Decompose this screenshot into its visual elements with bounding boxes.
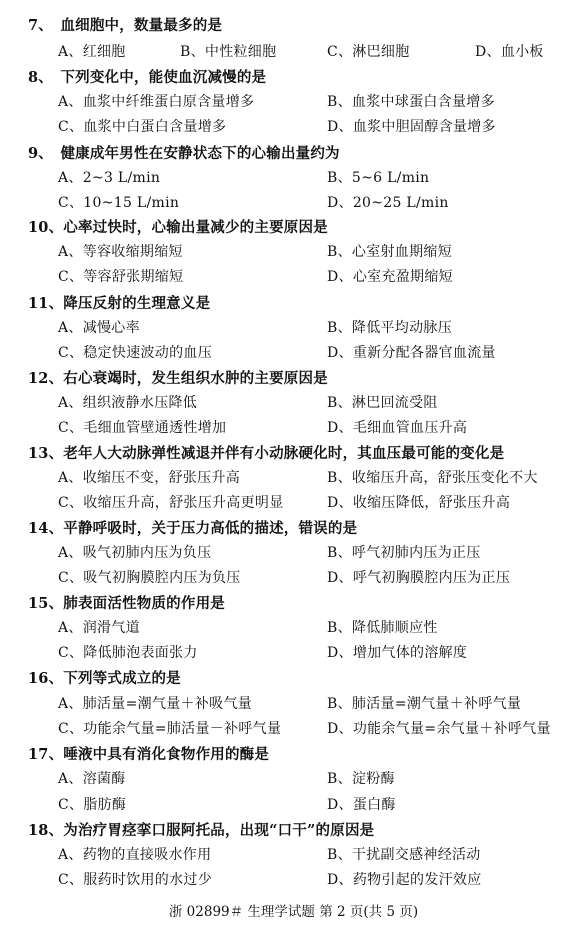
option-b: B、肺活量=潮气量＋补呼气量 xyxy=(327,696,522,712)
option-c: C、10~15 L/min xyxy=(58,195,180,211)
option-c: C、血浆中白蛋白含量增多 xyxy=(58,119,227,135)
option-d: D、增加气体的溶解度 xyxy=(327,645,468,661)
option-a: A、吸气初肺内压为负压 xyxy=(58,545,212,561)
question-stem: 8、 下列变化中，能使血沉减慢的是 xyxy=(28,69,267,86)
question-stem: 9、 健康成年男性在安静状态下的心输出量约为 xyxy=(28,145,340,162)
option-a: A、组织液静水压降低 xyxy=(58,395,198,411)
option-a: A、2~3 L/min xyxy=(58,170,161,186)
question-stem: 11、降压反射的生理意义是 xyxy=(28,295,211,312)
question-stem: 13、老年人大动脉弹性减退并伴有小动脉硬化时，其血压最可能的变化是 xyxy=(28,445,505,462)
option-a: A、收缩压不变，舒张压升高 xyxy=(58,470,241,486)
option-d: D、20~25 L/min xyxy=(327,195,449,211)
option-b: B、淀粉酶 xyxy=(327,771,395,787)
option-c: C、吸气初胸膜腔内压为负压 xyxy=(58,570,241,586)
option-b: B、心室射血期缩短 xyxy=(327,244,452,260)
option-d: D、收缩压降低，舒张压升高 xyxy=(327,495,511,511)
option-c: C、服药时饮用的水过少 xyxy=(58,872,213,888)
option-b: B、中性粒细胞 xyxy=(180,44,277,60)
option-a: A、减慢心率 xyxy=(58,320,140,336)
question-stem: 16、下列等式成立的是 xyxy=(28,670,181,687)
question-stem: 12、右心衰竭时，发生组织水肿的主要原因是 xyxy=(28,370,328,387)
option-b: B、血浆中球蛋白含量增多 xyxy=(327,94,495,110)
question-stem: 14、平静呼吸时，关于压力高低的描述，错误的是 xyxy=(28,520,358,537)
question-stem: 18、为治疗胃痉挛口服阿托品，出现“口干”的原因是 xyxy=(28,822,375,839)
question-stem: 17、唾液中具有消化食物作用的酶是 xyxy=(28,746,270,763)
option-d: D、重新分配各器官血流量 xyxy=(327,345,496,361)
option-b: B、降低肺顺应性 xyxy=(327,620,438,636)
option-b: B、收缩压升高，舒张压变化不大 xyxy=(327,470,538,486)
question-stem: 7、 血细胞中，数量最多的是 xyxy=(28,17,223,34)
option-a: A、润滑气道 xyxy=(58,620,140,636)
option-c: C、淋巴细胞 xyxy=(327,44,410,60)
page-footer: 浙 02899＃ 生理学试题 第 2 页(共 5 页) xyxy=(168,904,419,920)
option-d: D、血浆中胆固醇含量增多 xyxy=(327,119,496,135)
option-a: A、血浆中纤维蛋白原含量增多 xyxy=(58,94,255,110)
option-d: D、心室充盈期缩短 xyxy=(327,269,453,285)
option-a: A、药物的直接吸水作用 xyxy=(58,847,212,863)
option-b: B、淋巴回流受阻 xyxy=(327,395,438,411)
option-b: B、干扰副交感神经活动 xyxy=(327,847,481,863)
option-c: C、脂肪酶 xyxy=(58,797,127,813)
option-a: A、肺活量=潮气量＋补吸气量 xyxy=(58,696,253,712)
option-c: C、功能余气量=肺活量－补呼气量 xyxy=(58,721,282,737)
option-b: B、呼气初肺内压为正压 xyxy=(327,545,481,561)
option-d: D、药物引起的发汗效应 xyxy=(327,872,482,888)
option-a: A、溶菌酶 xyxy=(58,771,126,787)
option-b: B、降低平均动脉压 xyxy=(327,320,452,336)
option-a: A、红细胞 xyxy=(58,44,126,60)
option-d: D、毛细血管血压升高 xyxy=(327,420,468,436)
option-c: C、等容舒张期缩短 xyxy=(58,269,184,285)
option-c: C、稳定快速波动的血压 xyxy=(58,345,213,361)
option-d: D、功能余气量=余气量＋补呼气量 xyxy=(327,721,551,737)
option-d: D、呼气初胸膜腔内压为正压 xyxy=(327,570,511,586)
option-c: C、收缩压升高，舒张压升高更明显 xyxy=(58,495,284,511)
option-d: D、蛋白酶 xyxy=(327,797,396,813)
option-b: B、5~6 L/min xyxy=(327,170,430,186)
option-d: D、血小板 xyxy=(475,44,544,60)
option-c: C、降低肺泡表面张力 xyxy=(58,645,198,661)
option-c: C、毛细血管壁通透性增加 xyxy=(58,420,227,436)
question-stem: 15、肺表面活性物质的作用是 xyxy=(28,595,225,612)
question-stem: 10、心率过快时，心输出量减少的主要原因是 xyxy=(28,219,328,236)
option-a: A、等容收缩期缩短 xyxy=(58,244,183,260)
